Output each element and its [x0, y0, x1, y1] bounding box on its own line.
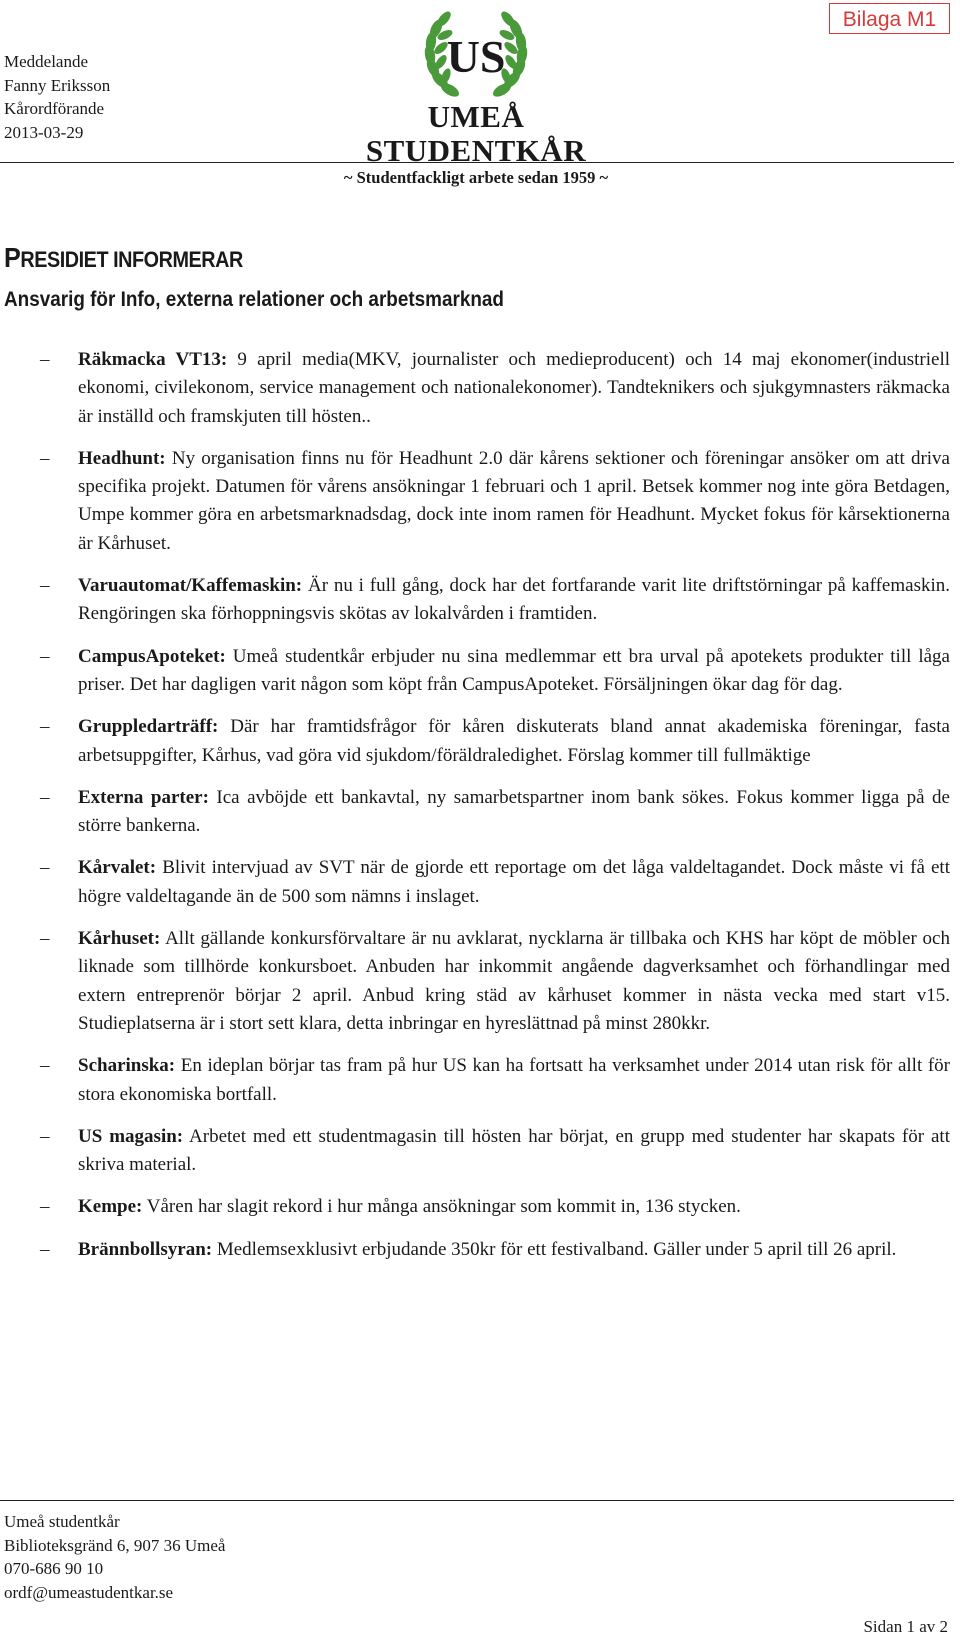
item-text: Våren har slagit rekord i hur många ansökningar som kommit in, 136 stycken. — [142, 1196, 741, 1218]
footer-rule — [0, 1500, 954, 1501]
laurel-monogram-icon — [416, 10, 536, 102]
list-item — [0, 713, 950, 770]
item-term: Gruppledarträff: — [78, 716, 219, 738]
item-term: Kempe: — [78, 1196, 143, 1218]
author-name: Fanny Eriksson — [4, 75, 111, 95]
bullet-dash: – — [40, 447, 50, 469]
footer-email: ordf@umeastudentkar.se — [4, 1582, 174, 1602]
item-term: Scharinska: — [78, 1055, 176, 1077]
list-item — [0, 1193, 950, 1221]
page-number: Sidan 1 av 2 — [863, 1617, 948, 1636]
item-text: Är nu i full gång, dock har det fortfarande varit lite driftstörningar på kaffemaskin. Rengöringen ska förhoppningsvis skötas av lokalvården i framtiden. — [78, 575, 950, 625]
footer-contact — [4, 1510, 225, 1604]
list-item — [0, 572, 950, 629]
bullet-dash: – — [40, 1055, 50, 1077]
bullet-dash: – — [40, 575, 50, 597]
item-term: Varuautomat/Kaffemaskin: — [78, 575, 303, 597]
item-term: Kårvalet: — [78, 857, 157, 879]
page-subtitle: Ansvarig för Info, externa relationer och arbetsmarknad — [4, 288, 504, 311]
item-term: Headhunt: — [78, 447, 166, 469]
logo-tagline: ~ Studentfackligt arbete sedan 1959 ~ — [343, 168, 609, 187]
footer-phone: 070-686 90 10 — [4, 1559, 104, 1578]
information-list — [0, 346, 950, 1278]
list-item — [0, 784, 950, 841]
item-term: Brännbollsyran: — [78, 1238, 213, 1260]
list-item — [0, 1236, 950, 1264]
bullet-dash: – — [40, 928, 50, 950]
item-text: 9 april media(MKV, journalister och medieproducent) och 14 maj ekonomer(industriell ekonomi, civilekonom, service management och nationalekonomer). Tandteknikers och sjukgymnasters räkmacka är inställd och framskjuten till hösten.. — [78, 349, 950, 427]
bullet-dash: – — [40, 786, 50, 808]
header-rule — [0, 162, 954, 163]
item-text: Arbetet med ett studentmagasin till hösten har börjat, en grupp med studenter har skapats för att skriva material. — [78, 1125, 950, 1176]
item-term: US magasin: — [78, 1125, 184, 1147]
item-text: En ideplan börjar tas fram på hur US kan ha fortsatt ha verksamhet under 2014 utan risk för allt för stora ekonomiska bortfall. — [78, 1055, 950, 1105]
bullet-dash: – — [40, 857, 50, 879]
bullet-dash: – — [40, 349, 50, 370]
item-term: Kårhuset: — [78, 928, 161, 950]
doc-type: Meddelande — [4, 52, 89, 71]
bullet-dash: – — [40, 1196, 50, 1218]
footer-org: Umeå studentkår — [4, 1512, 120, 1531]
bullet-dash: – — [40, 1125, 50, 1147]
author-role: Kårordförande — [4, 99, 105, 118]
logo-monogram: US — [446, 31, 506, 82]
attachment-stamp: Bilaga M1 — [829, 3, 950, 34]
item-text: Medlemsexklusivt erbjudande 350kr för ett festivalband. Gäller under 5 april till 26 april. — [212, 1238, 897, 1260]
item-text: Allt gällande konkursförvaltare är nu avklarat, nycklarna är tillbaka och KHS har köpt de möbler och liknade som tillhörde konkursboet. Anbuden har inkommit angående dagverksamhet och förhandlingar med extern entreprenör börjar 2 april. Anbud kring städ av kårhuset kommer in nästa vecka med start v15. Studieplatserna är i stort sett klara, detta inbringar en hyreslättnad på minst 280kkr. — [78, 928, 950, 1034]
list-item — [0, 643, 950, 700]
bullet-dash: – — [40, 716, 50, 738]
item-text: Ica avböjde ett bankavtal, ny samarbetspartner inom bank sökes. Fokus kommer ligga på de större bankerna. — [78, 786, 950, 837]
list-item — [0, 445, 950, 558]
item-term: CampusApoteket: — [78, 645, 226, 667]
list-item — [0, 854, 950, 911]
item-term: Räkmacka VT13: — [78, 349, 228, 370]
title-rest: RESIDIET INFORMERAR — [20, 247, 243, 272]
item-term: Externa parter: — [78, 786, 209, 808]
item-text: Blivit intervjuad av SVT när de gjorde ett reportage om det låga valdeltagandet. Dock måste vi få ett högre valdeltagande än de 500 som nämns i inslaget. — [78, 857, 950, 907]
list-item — [0, 925, 950, 1038]
item-text: Umeå studentkår erbjuder nu sina medlemmar ett bra urval på apotekets produkter till låga priser. Det har dagligen varit någon som köpt från CampusApoteket. Försäljningen ökar dag för dag. — [78, 645, 950, 695]
list-item — [0, 346, 950, 431]
title-initial: P — [4, 242, 21, 273]
bullet-dash: – — [40, 645, 50, 667]
page-title — [4, 242, 243, 274]
item-text: Ny organisation finns nu för Headhunt 2.0 där kårens sektioner och föreningar ansöker om att driva specifika projekt. Datumen för vårens ansökningar 1 februari och 1 april. Betsek kommer nog inte göra Betdagen, Umpe kommer göra en arbetsmarknadsdag, dock inte inom ramen för Headhunt. Mycket fokus för kårsektionerna är Kårhuset. — [78, 447, 950, 554]
item-text: Där har framtidsfrågor för kåren diskuterats bland annat akademiska föreningar, fasta arbetsuppgifter, Kårhus, vad göra vid sjukdom/föräldraledighet. Förslag kommer till fullmäktige — [78, 716, 950, 766]
list-item — [0, 1052, 950, 1109]
bullet-dash: – — [40, 1238, 50, 1260]
list-item — [0, 1123, 950, 1180]
doc-date: 2013-03-29 — [4, 122, 84, 142]
footer-address: Biblioteksgränd 6, 907 36 Umeå — [4, 1535, 226, 1555]
document-meta — [4, 50, 110, 144]
logo-name: UMEÅ STUDENTKÅR — [365, 99, 587, 168]
